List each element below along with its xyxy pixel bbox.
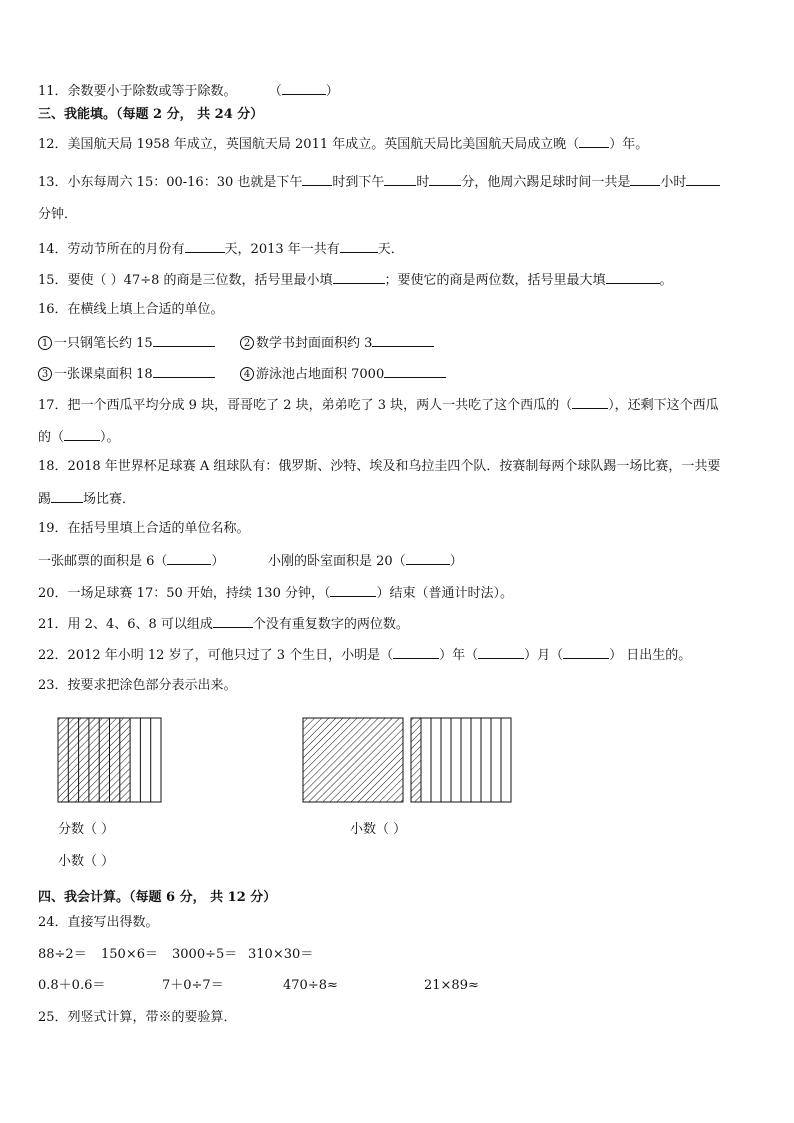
calc-item: 310×30＝ bbox=[248, 947, 314, 962]
calc-item: 21×89≈ bbox=[424, 978, 479, 993]
q16-item-1: 1 一只钢笔长约 15 bbox=[38, 334, 215, 352]
answer-blank[interactable] bbox=[302, 173, 332, 186]
question-23: 23．按要求把涂色部分表示出来。 bbox=[38, 678, 237, 693]
answer-blank[interactable] bbox=[406, 552, 450, 565]
question-18: 18．2018 年世界杯足球赛 A 组球队有：俄罗斯、沙特、埃及和乌拉圭四个队．按赛制每两个球队踢一场比赛，一共要 bbox=[38, 459, 721, 474]
answer-blank[interactable] bbox=[606, 271, 660, 284]
answer-blank[interactable] bbox=[429, 173, 461, 186]
q16-item-2: 2 数学书封面面积约 3 bbox=[240, 334, 434, 352]
answer-blank[interactable] bbox=[478, 646, 524, 659]
fig-left-fraction-label[interactable]: 分数（ ） bbox=[58, 822, 115, 837]
answer-blank[interactable] bbox=[153, 334, 215, 347]
answer-blank[interactable] bbox=[384, 173, 416, 186]
answer-blank[interactable] bbox=[330, 584, 376, 597]
answer-blank[interactable] bbox=[167, 552, 211, 565]
question-19: 19．在括号里填上合适的单位名称。 bbox=[38, 521, 250, 536]
answer-blank[interactable] bbox=[153, 365, 215, 378]
answer-blank[interactable] bbox=[372, 334, 434, 347]
question-16: 16．在横线上填上合适的单位。 bbox=[38, 302, 224, 317]
answer-blank[interactable] bbox=[333, 271, 385, 284]
calc-item: 470÷8≈ bbox=[283, 978, 338, 993]
question-18-cont: 踢 场比赛． bbox=[38, 492, 136, 507]
answer-blank[interactable] bbox=[51, 490, 83, 503]
question-17-cont: 的（ ）。 bbox=[38, 430, 120, 445]
q11-text: 11．余数要小于除数或等于除数。 bbox=[38, 84, 237, 99]
question-22: 22．2012 年小明 12 岁了，可他只过了 3 个生日，小明是（ ）年（ ）月（ ） 日出生的。 bbox=[38, 648, 692, 663]
question-25: 25．列竖式计算，带※的要验算． bbox=[38, 1010, 237, 1025]
question-12: 12．美国航天局 1958 年成立，英国航天局 2011 年成立。英国航天局比美国航天局成立晚（ ）年。 bbox=[38, 137, 649, 152]
section-3-heading: 三、我能填。（每题 2 分， 共 24 分） bbox=[38, 107, 264, 122]
answer-blank[interactable] bbox=[579, 135, 609, 148]
answer-blank[interactable] bbox=[64, 428, 100, 441]
calc-item: 88÷2＝ bbox=[38, 947, 87, 962]
answer-blank[interactable] bbox=[572, 396, 608, 409]
calc-item: 150×6＝ bbox=[101, 947, 158, 962]
question-13: 13．小东每周六 15：00-16：30 也就是下午 时到下午 时 分，他周六踢足球时间一共是 小时 bbox=[38, 173, 720, 191]
figure-right-strips bbox=[411, 718, 511, 802]
q19-item-1: 一张邮票的面积是 6（ ） bbox=[38, 554, 225, 569]
figure-right-whole bbox=[303, 718, 403, 802]
question-14: 14．劳动节所在的月份有 天，2013 年一共有 天． bbox=[38, 242, 404, 257]
answer-blank[interactable] bbox=[282, 82, 326, 95]
question-24: 24．直接写出得数。 bbox=[38, 915, 159, 930]
answer-blank[interactable] bbox=[384, 365, 446, 378]
calc-item: 3000÷5＝ bbox=[172, 947, 238, 962]
calc-item: 0.8＋0.6＝ bbox=[38, 978, 106, 993]
answer-blank[interactable] bbox=[185, 240, 225, 253]
fig-left-decimal-label[interactable]: 小数（ ） bbox=[58, 854, 115, 869]
section-4-heading: 四、我会计算。（每题 6 分， 共 12 分） bbox=[38, 890, 277, 905]
question-17: 17．把一个西瓜平均分成 9 块，哥哥吃了 2 块，弟弟吃了 3 块，两人一共吃了这个西瓜的（ ），还剩下这个西瓜 bbox=[38, 398, 719, 413]
figure-left-strips bbox=[58, 718, 161, 802]
question-15: 15．要使（ ）47÷8 的商是三位数，括号里最小填 ；要使它的商是两位数，括号里最大填 。 bbox=[38, 273, 673, 288]
calc-item: 7＋0÷7＝ bbox=[162, 978, 224, 993]
question-20: 20．一场足球赛 17：50 开始，持续 130 分钟，（ ）结束（普通计时法）。 bbox=[38, 586, 513, 601]
question-21: 21．用 2、4、6、8 可以组成 个没有重复数字的两位数。 bbox=[38, 617, 409, 632]
answer-blank[interactable] bbox=[340, 240, 378, 253]
answer-blank[interactable] bbox=[686, 173, 720, 186]
q16-item-4: 4 游泳池占地面积 7000 bbox=[240, 365, 446, 383]
question-13-cont: 分钟． bbox=[38, 207, 78, 222]
answer-blank[interactable] bbox=[630, 173, 660, 186]
answer-blank[interactable] bbox=[563, 646, 609, 659]
answer-blank[interactable] bbox=[393, 646, 439, 659]
q16-item-3: 3 一张课桌面积 18 bbox=[38, 365, 215, 383]
answer-blank[interactable] bbox=[213, 615, 253, 628]
fig-right-decimal-label[interactable]: 小数（ ） bbox=[350, 822, 407, 837]
q19-item-2: 小刚的卧室面积是 20（ ） bbox=[268, 554, 463, 569]
question-11: 11．余数要小于除数或等于除数。 （ ） bbox=[38, 84, 339, 99]
